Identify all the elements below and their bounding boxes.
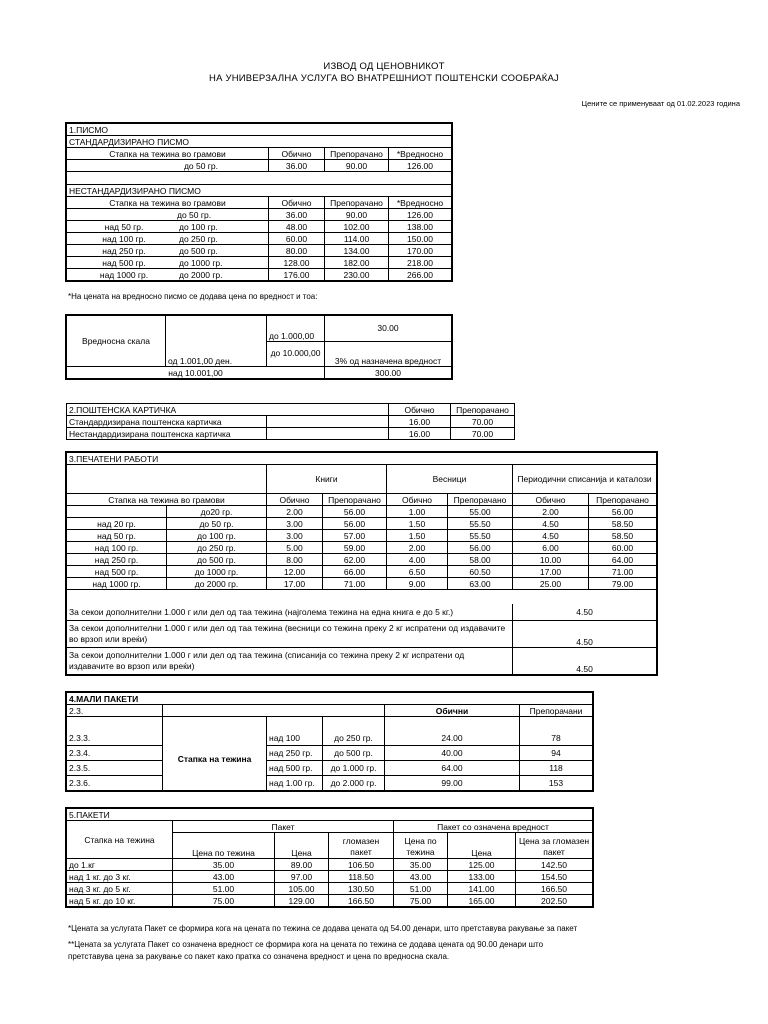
code-cell: 2.3.3. — [67, 731, 163, 746]
price-cell: 4.50 — [513, 530, 589, 542]
weight-to: до 1000 гр. — [167, 566, 267, 578]
group-newspapers: Весници — [387, 465, 513, 494]
group-books: Книги — [267, 465, 387, 494]
price-cell: 9.00 — [387, 578, 448, 590]
price-cell: 55.50 — [448, 518, 513, 530]
extra-weight-price-2: 4.50 — [513, 621, 657, 648]
weight-to: до 100 гр. — [167, 530, 267, 542]
price-cell: 43.00 — [173, 871, 275, 883]
price-cell: 36.00 — [269, 209, 325, 221]
weight-to: до 50 гр. — [167, 518, 267, 530]
price-cell: 97.00 — [275, 871, 329, 883]
price-cell: 90.00 — [325, 160, 389, 172]
code-cell: 2.3.4. — [67, 745, 163, 760]
price-cell: 1.50 — [387, 518, 448, 530]
price-cell: 58.50 — [589, 518, 657, 530]
col-weight: Стапка на тежина во грамови — [67, 148, 269, 160]
weight-cell: над 250 гр. до 500 гр. — [67, 245, 269, 257]
table-row — [67, 269, 452, 281]
price-cell: 165.00 — [448, 895, 516, 907]
price-cell: 138.00 — [389, 221, 452, 233]
price-cell: 6.00 — [513, 542, 589, 554]
price-cell: 106.50 — [329, 859, 394, 871]
price-cell: 218.00 — [389, 257, 452, 269]
scale-value-1: 30.00 — [325, 316, 452, 342]
weight-from — [67, 506, 167, 518]
code-head: 2.3. — [67, 705, 163, 717]
extra-weight-note-3: За секои дополнителни 1.000 г или дел од таа тежина (списанија со тежина преку 2 кг испратени од издавачите во врзоп или вреќи) — [67, 648, 513, 675]
packets-table — [66, 808, 593, 907]
price-cell: 141.00 — [448, 883, 516, 895]
empty-cell — [323, 717, 385, 731]
value-scale-table — [66, 315, 452, 379]
col-ordinary: Обично — [269, 197, 325, 209]
printed-matter-table — [66, 452, 657, 675]
price-cell: 62.00 — [323, 554, 387, 566]
empty-cell — [385, 717, 520, 731]
table-row — [67, 518, 657, 530]
price-cell: 16.00 — [389, 428, 451, 440]
empty-cell — [67, 717, 163, 731]
price-cell: 24.00 — [385, 731, 520, 746]
price-cell: 125.00 — [448, 859, 516, 871]
col-bulky-2: Цена за гломазен пакет — [516, 833, 593, 859]
extra-weight-price-1: 4.50 — [513, 604, 657, 621]
price-cell: 43.00 — [394, 871, 448, 883]
weight-label: Стапка на тежина — [163, 717, 267, 791]
weight-cell: над 3 кг. до 5 кг. — [67, 883, 173, 895]
weight-from: над 20 гр. — [67, 518, 167, 530]
table-row — [67, 221, 452, 233]
price-cell: 89.00 — [275, 859, 329, 871]
price-cell: 59.00 — [323, 542, 387, 554]
weight-cell: до 50 гр. — [67, 209, 269, 221]
empty-cell — [173, 833, 275, 845]
price-cell: 118 — [520, 760, 593, 775]
price-cell: 202.50 — [516, 895, 593, 907]
price-cell: 35.00 — [394, 859, 448, 871]
col-registered: Препорачано — [448, 494, 513, 506]
table-row — [67, 542, 657, 554]
price-cell: 70.00 — [451, 428, 515, 440]
weight-to: до 2000 гр. — [167, 578, 267, 590]
price-cell: 94 — [520, 745, 593, 760]
price-cell: 128.00 — [269, 257, 325, 269]
price-cell: 90.00 — [325, 209, 389, 221]
value-scale-label: Вредносна скала — [67, 316, 166, 367]
price-cell: 114.00 — [325, 233, 389, 245]
price-cell: 126.00 — [389, 160, 452, 172]
price-cell: 3.00 — [267, 530, 323, 542]
weight-to: до 1.000 гр. — [323, 760, 385, 775]
price-cell: 126.00 — [389, 209, 452, 221]
footnote-2-line-2: претставува цена за ракување со пакет како пратка со означена вредност и цена по вредносна скала. — [68, 952, 450, 961]
empty-cell — [166, 316, 267, 342]
weight-cell: над 1 кг. до 3 кг. — [67, 871, 173, 883]
section-4-title: 4.МАЛИ ПАКЕТИ — [67, 693, 593, 705]
col-weight: Стапка на тежина во грамови — [67, 494, 267, 506]
empty-cell — [267, 416, 389, 428]
spacer-row — [67, 590, 657, 605]
price-cell: 56.00 — [448, 542, 513, 554]
price-cell: 4.00 — [387, 554, 448, 566]
price-cell: 6.50 — [387, 566, 448, 578]
price-cell: 56.00 — [323, 506, 387, 518]
col-registered: Препорачано — [323, 494, 387, 506]
table-row — [67, 506, 657, 518]
small-packets-table — [66, 692, 593, 791]
price-cell: 40.00 — [385, 745, 520, 760]
price-cell: 55.50 — [448, 530, 513, 542]
weight-cell: до 50 гр. — [67, 160, 269, 172]
extra-weight-note-1: За секои дополнителни 1.000 г или дел од таа тежина (најголема тежина на една книга е до 5 кг.) — [67, 604, 513, 621]
price-cell: 8.00 — [267, 554, 323, 566]
empty-cell — [163, 705, 385, 717]
price-cell: 12.00 — [267, 566, 323, 578]
scale-range-2-from: од 1.001,00 ден. — [166, 341, 267, 367]
price-cell: 134.00 — [325, 245, 389, 257]
col-weight-price-2: Цена по тежина — [394, 833, 448, 859]
price-cell: 118.50 — [329, 871, 394, 883]
weight-from: над 100 гр. — [67, 542, 167, 554]
table-row — [67, 745, 593, 760]
col-registered: Препорачано — [451, 404, 515, 416]
price-cell: 99.00 — [385, 775, 520, 790]
empty-cell — [520, 717, 593, 731]
price-cell: 60.00 — [589, 542, 657, 554]
price-cell: 170.00 — [389, 245, 452, 257]
table-row — [67, 578, 657, 590]
price-cell: 176.00 — [269, 269, 325, 281]
empty-cell — [275, 833, 329, 845]
price-cell: 129.00 — [275, 895, 329, 907]
postcard-table — [66, 403, 515, 440]
price-cell: 16.00 — [389, 416, 451, 428]
col-price-2: Цена — [448, 844, 516, 859]
table-row — [67, 775, 593, 790]
row-label: Стандардизирана поштенска картичка — [67, 416, 267, 428]
table-row — [67, 859, 593, 871]
standard-letter-title: СТАНДАРДИЗИРАНО ПИСМО — [67, 136, 452, 148]
price-cell: 142.50 — [516, 859, 593, 871]
table-row — [67, 257, 452, 269]
table-row — [67, 566, 657, 578]
price-cell: 10.00 — [513, 554, 589, 566]
code-cell: 2.3.5. — [67, 760, 163, 775]
table-row — [67, 760, 593, 775]
col-ordinary: Обични — [385, 705, 520, 717]
scale-range-2-to: до 10.000,00 — [267, 341, 325, 367]
price-cell: 56.00 — [589, 506, 657, 518]
weight-from: над 500 гр. — [267, 760, 323, 775]
col-valuable: *Вредносно — [389, 197, 452, 209]
scale-range-1: до 1.000,00 — [267, 316, 325, 342]
price-cell: 57.00 — [323, 530, 387, 542]
section-2-title: 2.ПОШТЕНСКА КАРТИЧКА — [67, 404, 389, 416]
section-1-title: 1.ПИСМО — [67, 124, 452, 136]
weight-cell: над 500 гр. до 1000 гр. — [67, 257, 269, 269]
nonstandard-letter-title: НЕСТАНДАРДИЗИРАНО ПИСМО — [67, 185, 452, 197]
price-cell: 105.00 — [275, 883, 329, 895]
price-cell: 75.00 — [173, 895, 275, 907]
weight-cell: над 50 гр. до 100 гр. — [67, 221, 269, 233]
weight-from: над 50 гр. — [67, 530, 167, 542]
scale-value-2: 3% од назначена вредност — [325, 341, 452, 367]
weight-from: над 1.00 гр. — [267, 775, 323, 790]
section-3-title: 3.ПЕЧАТЕНИ РАБОТИ — [67, 453, 657, 465]
doc-title-line-1: ИЗВОД ОД ЦЕНОВНИКОТ — [323, 61, 445, 72]
table-row — [67, 871, 593, 883]
table-row — [67, 554, 657, 566]
group-declared-value: Пакет со означена вредност — [394, 821, 593, 833]
validity-note: Цените се применуваат од 01.02.2023 година — [581, 99, 740, 108]
price-cell: 71.00 — [589, 566, 657, 578]
extra-weight-note-2: За секои дополнителни 1.000 г или дел од таа тежина (весници со тежина преку 2 кг испратени од издавачите во врзоп или вреќи) — [67, 621, 513, 648]
col-registered: Препорачано — [589, 494, 657, 506]
group-periodicals: Периодични списанија и каталози — [513, 465, 657, 494]
row-label: Нестандардизирана поштенска картичка — [67, 428, 267, 440]
table-row — [67, 895, 593, 907]
weight-to: до 500 гр. — [167, 554, 267, 566]
price-cell: 1.50 — [387, 530, 448, 542]
col-registered: Препорачани — [520, 705, 593, 717]
price-cell: 78 — [520, 731, 593, 746]
price-cell: 25.00 — [513, 578, 589, 590]
price-cell: 1.00 — [387, 506, 448, 518]
code-cell: 2.3.6. — [67, 775, 163, 790]
col-bulky: гломазен пакет — [329, 833, 394, 859]
price-cell: 79.00 — [589, 578, 657, 590]
col-weight-price: Цена по тежина — [173, 844, 275, 859]
scale-range-3: над 10.001,00 — [67, 367, 325, 379]
price-cell: 71.00 — [323, 578, 387, 590]
price-cell: 60.00 — [269, 233, 325, 245]
col-ordinary: Обично — [389, 404, 451, 416]
empty-cell — [67, 465, 267, 494]
doc-title-line-2: НА УНИВЕРЗАЛНА УСЛУГА ВО ВНАТРЕШНИОТ ПОШТЕНСКИ СООБРАЌАЈ — [209, 73, 559, 84]
empty-cell — [267, 717, 323, 731]
weight-from: над 250 гр. — [267, 745, 323, 760]
price-cell: 35.00 — [173, 859, 275, 871]
price-cell: 48.00 — [269, 221, 325, 233]
col-ordinary: Обично — [387, 494, 448, 506]
price-cell: 4.50 — [513, 518, 589, 530]
weight-from: над 500 гр. — [67, 566, 167, 578]
price-cell: 150.00 — [389, 233, 452, 245]
price-cell: 80.00 — [269, 245, 325, 257]
price-cell: 55.00 — [448, 506, 513, 518]
price-cell: 166.50 — [516, 883, 593, 895]
valuable-letter-note: *На цената на вредносно писмо се додава цена по вредност и тоа: — [68, 292, 318, 301]
weight-to: до 250 гр. — [323, 731, 385, 746]
table-row — [67, 530, 657, 542]
col-weight: Стапка на тежина во грамови — [67, 197, 269, 209]
weight-cell: над 5 кг. до 10 кг. — [67, 895, 173, 907]
letters-table — [66, 123, 452, 281]
price-cell: 51.00 — [394, 883, 448, 895]
col-registered: Препорачано — [325, 148, 389, 160]
table-row — [67, 245, 452, 257]
section-5-title: 5.ПАКЕТИ — [67, 809, 593, 821]
extra-weight-price-3: 4.50 — [513, 648, 657, 675]
price-cell: 266.00 — [389, 269, 452, 281]
table-row — [67, 416, 515, 428]
price-cell: 17.00 — [267, 578, 323, 590]
spacer-row — [67, 172, 452, 185]
weight-to: до 500 гр. — [323, 745, 385, 760]
weight-cell: над 1000 гр. до 2000 гр. — [67, 269, 269, 281]
table-row — [67, 233, 452, 245]
col-registered: Препорачано — [325, 197, 389, 209]
price-cell: 60.50 — [448, 566, 513, 578]
weight-from: над 250 гр. — [67, 554, 167, 566]
price-cell: 58.00 — [448, 554, 513, 566]
col-ordinary: Обично — [267, 494, 323, 506]
price-cell: 58.50 — [589, 530, 657, 542]
table-row — [67, 731, 593, 746]
weight-to: до 250 гр. — [167, 542, 267, 554]
footnote-1: *Цената за услугата Пакет се формира кога на цената по тежина се додава цената од 54.00 денари, што претставува ракување за пакет — [68, 924, 578, 933]
weight-to: до20 гр. — [167, 506, 267, 518]
price-cell: 51.00 — [173, 883, 275, 895]
price-cell: 133.00 — [448, 871, 516, 883]
price-cell: 166.50 — [329, 895, 394, 907]
price-cell: 2.00 — [267, 506, 323, 518]
price-cell: 17.00 — [513, 566, 589, 578]
price-cell: 2.00 — [513, 506, 589, 518]
price-cell: 75.00 — [394, 895, 448, 907]
weight-to: до 2.000 гр. — [323, 775, 385, 790]
price-cell: 36.00 — [269, 160, 325, 172]
weight-label: Стапка на тежина — [67, 821, 173, 859]
price-cell: 2.00 — [387, 542, 448, 554]
price-cell: 130.50 — [329, 883, 394, 895]
empty-cell — [267, 428, 389, 440]
price-cell: 3.00 — [267, 518, 323, 530]
col-valuable: *Вредносно — [389, 148, 452, 160]
price-cell: 182.00 — [325, 257, 389, 269]
price-cell: 5.00 — [267, 542, 323, 554]
price-cell: 102.00 — [325, 221, 389, 233]
weight-from: над 1000 гр. — [67, 578, 167, 590]
weight-cell: до 1.кг — [67, 859, 173, 871]
price-cell: 66.00 — [323, 566, 387, 578]
col-ordinary: Обично — [269, 148, 325, 160]
price-cell: 230.00 — [325, 269, 389, 281]
footnote-2-line-1: **Цената за услугата Пакет со означена вредност се формира кога на цената по тежина се додава цената од 90.00 денари што — [68, 940, 544, 949]
weight-cell: над 100 гр. до 250 гр. — [67, 233, 269, 245]
price-cell: 63.00 — [448, 578, 513, 590]
table-row — [67, 883, 593, 895]
table-row — [67, 428, 515, 440]
price-cell: 64.00 — [385, 760, 520, 775]
col-ordinary: Обично — [513, 494, 589, 506]
empty-cell — [448, 833, 516, 845]
col-price: Цена — [275, 844, 329, 859]
price-cell: 154.50 — [516, 871, 593, 883]
group-packet: Пакет — [173, 821, 394, 833]
price-cell: 56.00 — [323, 518, 387, 530]
price-cell: 64.00 — [589, 554, 657, 566]
table-row — [67, 209, 452, 221]
weight-from: над 100 — [267, 731, 323, 746]
scale-value-3: 300.00 — [325, 367, 452, 379]
price-cell: 153 — [520, 775, 593, 790]
price-cell: 70.00 — [451, 416, 515, 428]
